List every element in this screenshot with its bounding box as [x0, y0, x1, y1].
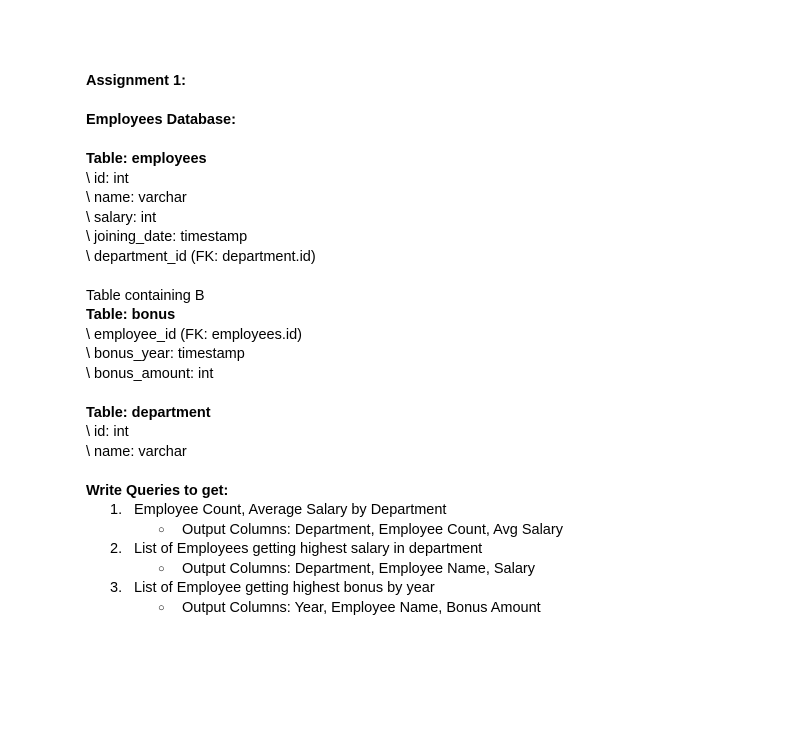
- query-item: [86, 579, 766, 599]
- employees-field: \ id: int: [86, 170, 129, 187]
- department-field: \ id: int: [86, 424, 129, 440]
- query-number: 3.: [110, 580, 123, 596]
- department-table-section: [86, 404, 766, 463]
- query-text: List of Employee getting highest bonus by year: [134, 580, 435, 596]
- query-sub-item: [86, 521, 766, 541]
- hollow-bullet-icon: ○: [158, 523, 165, 536]
- query-text: List of Employees getting highest salary in department: [134, 541, 483, 557]
- query-number: 1.: [110, 502, 123, 518]
- employees-field: \ joining_date: timestamp: [86, 229, 248, 245]
- hollow-bullet-icon: ○: [158, 562, 165, 575]
- query-item: [86, 501, 766, 521]
- employees-table-heading: Table: employees: [86, 151, 207, 167]
- bonus-table-section: [86, 287, 766, 385]
- query-output-columns: Output Columns: Department, Employee Count, Avg Salary: [182, 521, 563, 538]
- bonus-field: \ bonus_year: timestamp: [86, 346, 245, 362]
- spacer: [86, 92, 766, 112]
- department-field: \ name: varchar: [86, 443, 187, 460]
- spacer: [86, 462, 766, 482]
- bonus-field: \ employee_id (FK: employees.id): [86, 326, 302, 343]
- queries-heading: Write Queries to get:: [86, 482, 229, 499]
- document-page: [86, 72, 766, 618]
- hollow-bullet-icon: ○: [158, 601, 165, 614]
- employees-field: \ salary: int: [86, 209, 157, 226]
- employees-field: \ name: varchar: [86, 190, 187, 206]
- query-sub-item: [86, 599, 766, 619]
- employees-field: \ department_id (FK: department.id): [86, 248, 316, 265]
- spacer: [86, 384, 766, 404]
- bonus-table-intro: Table containing B: [86, 287, 205, 304]
- spacer: [86, 131, 766, 151]
- query-text: Employee Count, Average Salary by Department: [134, 502, 447, 518]
- department-table-heading: Table: department: [86, 404, 211, 421]
- query-output-columns: Output Columns: Department, Employee Name, Salary: [182, 560, 535, 577]
- query-sub-item: [86, 560, 766, 580]
- queries-section: [86, 482, 766, 619]
- bonus-field: \ bonus_amount: int: [86, 365, 214, 382]
- spacer: [86, 267, 766, 287]
- assignment-title: Assignment 1:: [86, 73, 186, 89]
- employees-table-section: [86, 150, 766, 267]
- query-item: [86, 540, 766, 560]
- query-output-columns: Output Columns: Year, Employee Name, Bonus Amount: [182, 599, 541, 616]
- database-title: Employees Database:: [86, 112, 236, 128]
- query-number: 2.: [110, 541, 123, 557]
- bonus-table-heading: Table: bonus: [86, 307, 176, 323]
